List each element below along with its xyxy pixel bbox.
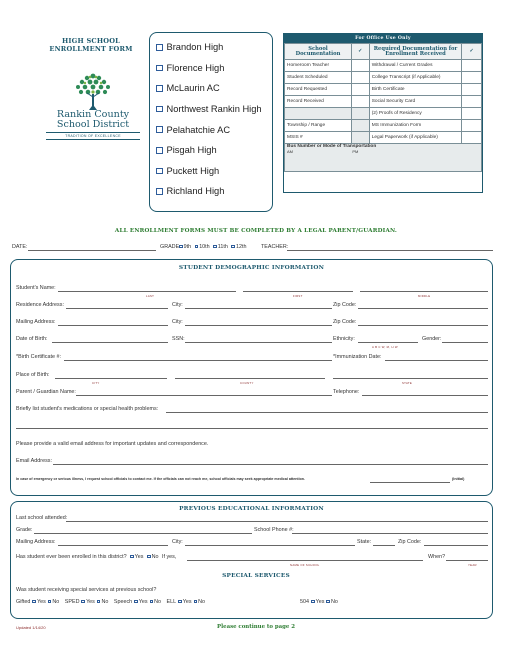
service-label: SPED	[64, 599, 80, 605]
title-line-1: HIGH SCHOOL	[61, 37, 121, 45]
school-option[interactable]	[156, 99, 272, 120]
column-header: ✓	[462, 44, 482, 60]
no-label: No	[198, 599, 206, 605]
service-label: ELL	[166, 599, 177, 605]
parent-label: Parent / Guardian Name:	[16, 389, 76, 395]
last-caption: LAST	[146, 294, 155, 298]
mailing-label: Mailing Address:	[16, 539, 56, 545]
district-line-1: Rankin County	[56, 109, 130, 120]
office-cell: Record Received	[285, 96, 352, 108]
grade-option: 12th	[235, 244, 247, 250]
office-use-header: For Office Use Only	[284, 34, 482, 43]
city-label: City:	[172, 302, 183, 308]
office-cell	[285, 108, 352, 120]
office-cell: Withdrawal / Current Grades	[369, 60, 462, 72]
residence-field[interactable]	[66, 308, 168, 309]
medications-field[interactable]	[166, 412, 488, 413]
checkbox[interactable]	[194, 600, 198, 604]
updated-date: Updated 1/14/20	[16, 625, 46, 630]
column-header: Required Documentation for Enrollment Received	[369, 44, 462, 60]
city-field[interactable]	[185, 325, 332, 326]
no-label: No	[52, 599, 60, 605]
first-name-field[interactable]	[243, 291, 353, 292]
pob-city-caption: CITY	[92, 381, 100, 385]
residence-label: Residence Address:	[16, 302, 64, 308]
checkbox[interactable]	[156, 44, 163, 51]
checkbox[interactable]	[97, 600, 101, 604]
yes-label: Yes	[182, 599, 192, 605]
checkbox[interactable]	[213, 245, 217, 249]
prev-grade-field[interactable]	[34, 533, 252, 534]
ethnicity-label: Ethnicity:	[333, 336, 355, 342]
school-phone-field[interactable]	[292, 533, 488, 534]
check-cell[interactable]	[351, 96, 369, 108]
checkbox[interactable]	[130, 555, 134, 559]
school-option[interactable]	[156, 58, 272, 79]
check-cell[interactable]	[462, 72, 482, 84]
pob-county-field[interactable]	[175, 378, 325, 379]
check-cell[interactable]	[351, 60, 369, 72]
office-cell: (2) Proofs of Residency	[369, 108, 462, 120]
grade-option: 10th	[199, 244, 210, 250]
prev-state-field[interactable]	[373, 545, 395, 546]
section-title: PREVIOUS EDUCATIONAL INFORMATION	[179, 506, 324, 512]
checkbox[interactable]	[311, 600, 315, 604]
office-checklist	[284, 43, 482, 172]
email-field[interactable]	[53, 464, 488, 465]
birth-cert-field[interactable]	[64, 360, 332, 361]
email-prompt: Please provide a valid email address for important updates and correspondence.	[16, 441, 209, 447]
checkbox[interactable]	[32, 600, 36, 604]
school-option[interactable]	[156, 37, 272, 58]
first-caption: FIRST	[293, 294, 303, 298]
office-cell: Record Requested	[285, 84, 352, 96]
prev-zip-field[interactable]	[424, 545, 488, 546]
school-phone-label: School Phone #:	[254, 527, 294, 533]
school-option[interactable]	[156, 78, 272, 99]
when-label: When?	[428, 554, 446, 560]
bus-transport-cell[interactable]	[285, 144, 482, 172]
checkbox[interactable]	[156, 188, 163, 195]
district-line-2: School District	[56, 119, 130, 131]
date-field[interactable]	[28, 250, 156, 251]
last-name-field[interactable]	[58, 291, 236, 292]
ethnicity-field[interactable]	[358, 342, 418, 343]
checkbox[interactable]	[134, 600, 138, 604]
yes-label: Yes	[86, 599, 95, 605]
school-label: Northwest Rankin High	[166, 104, 262, 115]
office-cell: MS Immunization Form	[369, 120, 462, 132]
school-label: McLaurin AC	[166, 83, 220, 94]
no-label: No	[151, 554, 159, 560]
initial-field[interactable]	[370, 482, 450, 483]
yes-label: Yes	[134, 554, 144, 560]
prev-city-field[interactable]	[185, 545, 355, 546]
grade-label: Grade:	[16, 527, 33, 533]
checkbox[interactable]	[231, 245, 235, 249]
office-cell: Legal Paperwork (if Applicable)	[369, 132, 462, 144]
grade-options	[177, 244, 246, 250]
special-services-question: Was student receiving special services at previous school?	[16, 587, 157, 593]
checkbox[interactable]	[156, 65, 163, 72]
check-cell	[351, 108, 369, 120]
zip-label: Zip Code:	[333, 302, 357, 308]
form-title	[46, 37, 136, 53]
column-header: School Documentation	[285, 44, 352, 60]
birth-cert-label: *Birth Certificate #:	[16, 354, 61, 360]
immunization-label: *Immunization Date:	[333, 354, 382, 360]
school-option[interactable]	[156, 119, 272, 140]
check-cell	[351, 120, 369, 132]
checkbox[interactable]	[156, 168, 163, 175]
pob-county-caption: COUNTY	[240, 381, 254, 385]
title-line-2: ENROLLMENT FORM	[49, 45, 133, 53]
when-field[interactable]	[446, 560, 488, 561]
gender-field[interactable]	[442, 342, 488, 343]
middle-name-field[interactable]	[360, 291, 488, 292]
school-label: Florence High	[166, 62, 225, 73]
school-label: Puckett High	[166, 165, 220, 176]
medications-field-2[interactable]	[16, 428, 488, 429]
checkbox[interactable]	[178, 600, 182, 604]
office-cell: Homeroom Teacher	[285, 60, 352, 72]
office-cell: College Transcript (if Applicable)	[369, 72, 462, 84]
check-cell[interactable]	[351, 72, 369, 84]
check-cell	[351, 132, 369, 144]
student-name-label: Student's Name:	[16, 285, 56, 291]
checkbox[interactable]	[156, 85, 163, 92]
pm-label: PM	[352, 149, 359, 154]
checkbox[interactable]	[156, 126, 163, 133]
pob-state-caption: STATE	[402, 381, 413, 385]
initial-label: (Initial)	[452, 477, 465, 481]
mailing-field[interactable]	[58, 325, 168, 326]
if-yes-label: If yes,	[161, 554, 177, 560]
checkbox[interactable]	[156, 147, 163, 154]
ethnicity-codes: A B C W, M, H W	[372, 345, 398, 349]
check-cell[interactable]	[462, 108, 482, 120]
telephone-field[interactable]	[362, 395, 488, 396]
last-school-label: Last school attended:	[16, 515, 68, 521]
zip-field[interactable]	[358, 325, 488, 326]
name-of-school-caption: NAME OF SCHOOL	[290, 563, 320, 567]
check-cell[interactable]	[462, 84, 482, 96]
school-label: Pisgah High	[166, 145, 217, 156]
grade-option: 9th	[183, 244, 192, 250]
check-cell[interactable]	[462, 120, 482, 132]
check-cell[interactable]	[462, 60, 482, 72]
enrolled-question	[16, 554, 176, 560]
section-title: STUDENT DEMOGRAPHIC INFORMATION	[178, 265, 325, 271]
pob-state-field[interactable]	[333, 378, 488, 379]
place-of-birth-label: Place of Birth:	[16, 372, 50, 378]
ssn-label: SSN:	[172, 336, 185, 342]
service-label: 504	[300, 599, 309, 605]
city-field[interactable]	[185, 308, 332, 309]
checkbox[interactable]	[326, 600, 330, 604]
pob-city-field[interactable]	[55, 378, 167, 379]
email-label: Email Address:	[16, 458, 52, 464]
immunization-field[interactable]	[385, 360, 488, 361]
ssn-field[interactable]	[185, 342, 332, 343]
no-label: No	[154, 599, 162, 605]
zip-label: Zip Code:	[398, 539, 422, 545]
office-cell: Birth Certificate	[369, 84, 462, 96]
school-selection-box	[149, 32, 273, 212]
emergency-consent: In case of emergency or serious illness, I request school officials to contact me. If the officials can not reach me, school officials may seek appropriate medical attention.	[16, 477, 305, 481]
zip-label: Zip Code:	[333, 319, 357, 325]
office-cell: Social Security Card	[369, 96, 462, 108]
grade-label: GRADE:	[160, 244, 181, 250]
completion-notice: ALL ENROLLMENT FORMS MUST BE COMPLETED BY A LEGAL PARENT/GUARDIAN.	[114, 228, 398, 234]
checkbox[interactable]	[147, 555, 151, 559]
state-label: State:	[357, 539, 372, 545]
teacher-field[interactable]	[287, 250, 493, 251]
service-label: Speech	[113, 599, 133, 605]
school-option[interactable]	[156, 140, 272, 161]
grade-option: 11th	[217, 244, 228, 250]
district-name	[40, 110, 146, 130]
checkbox[interactable]	[150, 600, 154, 604]
school-label: Pelahatchie AC	[166, 124, 231, 135]
check-cell[interactable]	[462, 132, 482, 144]
special-services-options	[16, 599, 205, 605]
bus-label: Bus Number or Mode of Transportation	[287, 144, 377, 149]
checkbox[interactable]	[81, 600, 85, 604]
checkbox[interactable]	[156, 106, 163, 113]
prior-school-field[interactable]	[187, 560, 423, 561]
checkbox[interactable]	[179, 245, 183, 249]
no-label: No	[330, 599, 338, 605]
district-tagline: TRADITION OF EXCELLENCE	[46, 132, 140, 140]
check-cell[interactable]	[462, 96, 482, 108]
zip-field[interactable]	[358, 308, 488, 309]
date-label: DATE:	[12, 244, 28, 250]
no-label: No	[101, 599, 109, 605]
special-services-title: SPECIAL SERVICES	[222, 573, 290, 579]
telephone-label: Telephone:	[333, 389, 360, 395]
check-cell[interactable]	[351, 84, 369, 96]
enrolled-label: Has student ever been enrolled in this district?	[16, 554, 127, 560]
teacher-label: TEACHER:	[261, 244, 289, 250]
gender-label: Gender:	[422, 336, 442, 342]
city-label: City:	[172, 319, 183, 325]
office-cell: MSIS #	[285, 132, 352, 144]
office-use-table	[283, 33, 483, 193]
school-label: Richland High	[166, 186, 225, 197]
checkbox[interactable]	[48, 600, 52, 604]
office-cell: Township / Range	[285, 120, 352, 132]
middle-caption: MIDDLE	[418, 294, 431, 298]
yes-label: Yes	[315, 599, 325, 605]
column-header: ✓	[351, 44, 369, 60]
mailing-label: Mailing Address:	[16, 319, 56, 325]
year-caption: YEAR	[468, 563, 477, 567]
last-school-field[interactable]	[66, 521, 488, 522]
city-label: City:	[172, 539, 183, 545]
dob-field[interactable]	[52, 342, 168, 343]
yes-label: Yes	[36, 599, 46, 605]
parent-field[interactable]	[76, 395, 332, 396]
service-label: Gifted	[16, 599, 31, 605]
school-label: Brandon High	[166, 42, 224, 53]
yes-label: Yes	[138, 599, 148, 605]
medications-label: Briefly list student's medications or special health problems:	[16, 406, 159, 412]
school-option[interactable]	[156, 181, 272, 202]
prev-mailing-field[interactable]	[58, 545, 168, 546]
tree-logo-icon	[71, 70, 115, 114]
school-option[interactable]	[156, 161, 272, 182]
504-option	[300, 599, 338, 605]
continue-note: Please continue to page 2	[217, 624, 295, 630]
am-label: AM	[287, 149, 293, 154]
dob-label: Date of Birth:	[16, 336, 48, 342]
office-cell: Student Scheduled	[285, 72, 352, 84]
checkbox[interactable]	[195, 245, 199, 249]
